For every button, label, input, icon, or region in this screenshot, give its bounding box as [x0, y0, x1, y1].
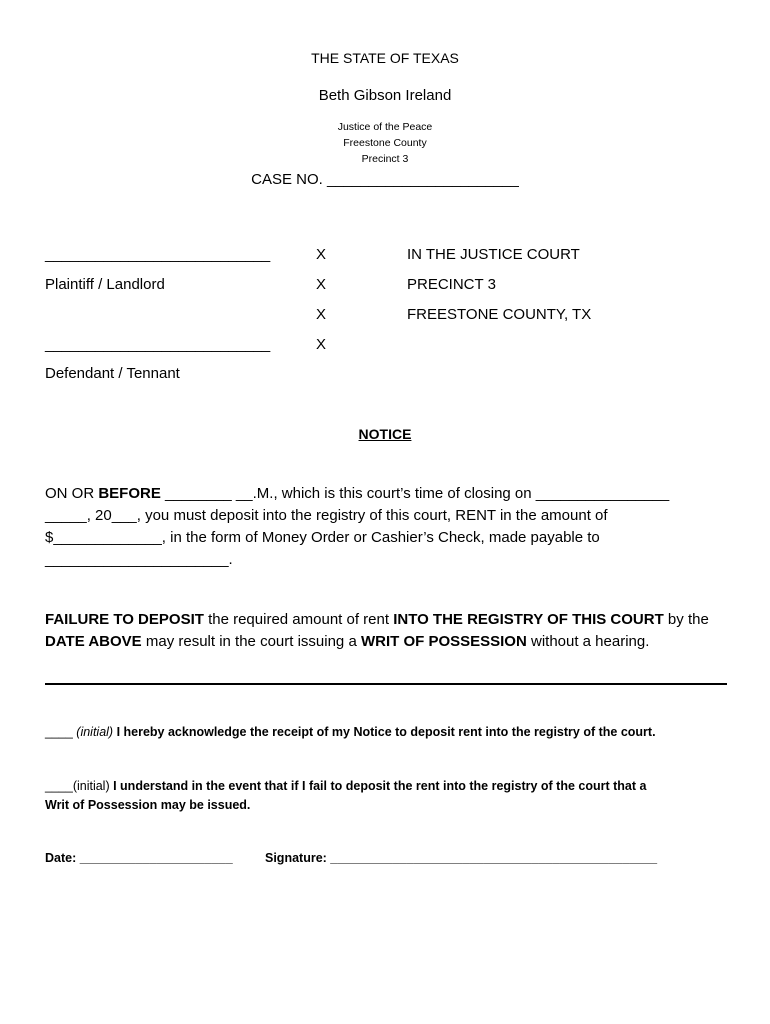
deposit-line-1: ON OR BEFORE ________ __.M., which is this court’s time of closing on ________________ [45, 485, 670, 502]
court-name: IN THE JUSTICE COURT [407, 246, 580, 263]
defendant-label: Defendant / Tennant [45, 365, 180, 382]
caption-x-mark: X [316, 306, 327, 323]
deposit-line-3: $_____________, in the form of Money Order or Cashier’s Check, made payable to [45, 529, 600, 546]
deposit-line-2: _____, 20___, you must deposit into the registry of this court, RENT in the amount of [45, 507, 608, 524]
plaintiff-label: Plaintiff / Landlord [45, 276, 165, 293]
office-line-2: Freestone County [343, 137, 427, 149]
deposit-instructions [45, 483, 669, 571]
office-line-3: Precinct 3 [361, 153, 409, 165]
deposit-line-4: ______________________. [45, 551, 233, 568]
signature-field: Signature: _______________________________________________ [265, 851, 658, 865]
caption-x-mark: X [316, 336, 327, 353]
acknowledgment-consequence-cont: Writ of Possession may be issued. [45, 798, 251, 812]
case-number: CASE NO. _______________________ [251, 171, 519, 188]
judge-name: Beth Gibson Ireland [318, 87, 452, 104]
court-county: FREESTONE COUNTY, TX [407, 306, 592, 323]
state-heading: THE STATE OF TEXAS [311, 50, 459, 66]
section-divider [45, 683, 727, 685]
court-precinct: PRECINCT 3 [407, 276, 496, 293]
caption-x-mark: X [316, 246, 327, 263]
defendant-blank: ___________________________ [45, 336, 271, 353]
acknowledgment-receipt: ____ (initial) I hereby acknowledge the receipt of my Notice to deposit rent into the registry of the court. [45, 725, 656, 739]
acknowledgment-consequence: ____(initial) I understand in the event that if I fail to deposit the rent into the registry of the court that a [45, 779, 647, 793]
warning-line-1: FAILURE TO DEPOSIT the required amount of rent INTO THE REGISTRY OF THIS COURT by the [45, 611, 709, 628]
office-line-1: Justice of the Peace [337, 121, 433, 133]
failure-warning [45, 609, 709, 653]
date-field: Date: ______________________ [45, 851, 233, 865]
warning-line-2: DATE ABOVE may result in the court issuing a WRIT OF POSSESSION without a hearing. [45, 633, 650, 650]
caption-x-mark: X [316, 276, 327, 293]
plaintiff-blank: ___________________________ [45, 246, 271, 263]
notice-title: NOTICE [358, 426, 412, 442]
